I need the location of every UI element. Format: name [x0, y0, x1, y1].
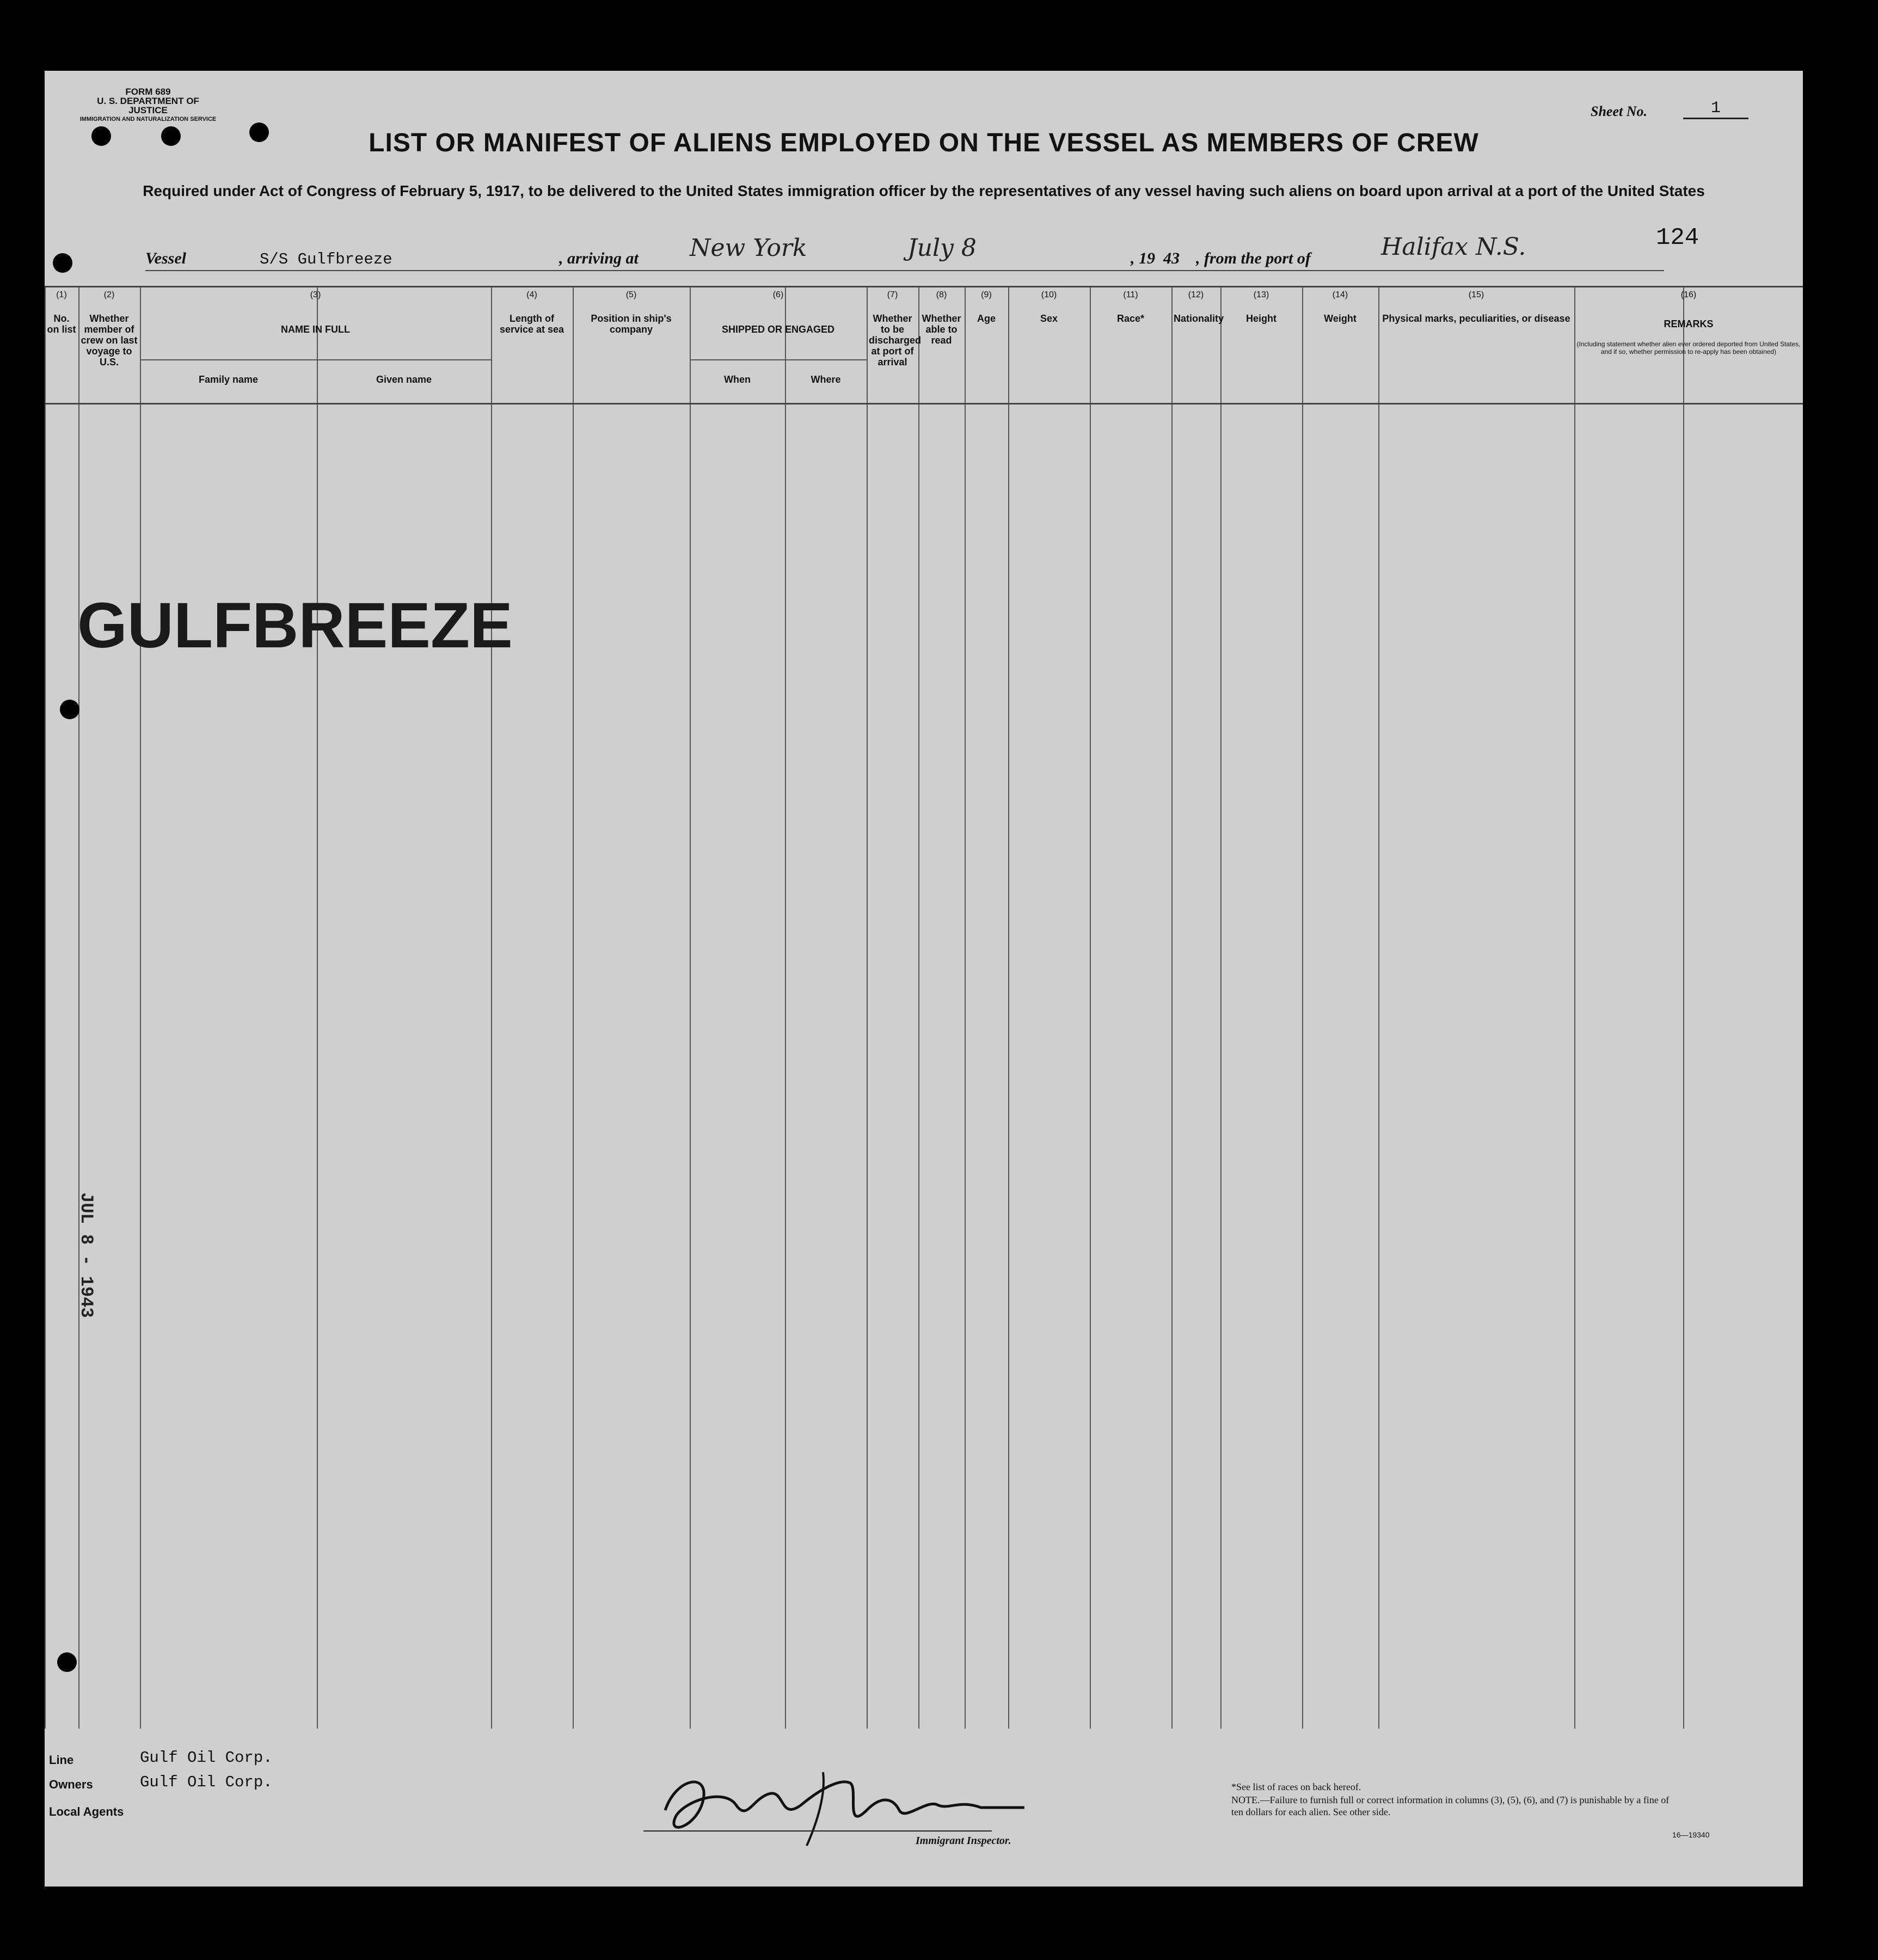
column-number: (9)	[981, 290, 992, 299]
header-rule	[45, 403, 1803, 405]
print-code: 16—19340	[1672, 1830, 1710, 1839]
punch-hole	[91, 126, 111, 146]
column-number: (6)	[772, 290, 784, 299]
column-rule	[1171, 286, 1173, 1729]
column-subheader: Given name	[376, 374, 432, 385]
column-number: (10)	[1041, 290, 1057, 299]
column-rule	[1378, 286, 1379, 1729]
column-header: Whether to be discharged at port of arrival	[869, 313, 922, 367]
column-rule	[140, 286, 141, 1729]
column-header: Sex	[1040, 313, 1058, 324]
column-number: (13)	[1253, 290, 1269, 299]
department: U. S. DEPARTMENT OF JUSTICE	[97, 96, 199, 115]
line-label: Line	[49, 1753, 74, 1767]
sheet-number-label: Sheet No.	[1591, 103, 1647, 119]
column-rule	[1683, 286, 1684, 1729]
from-label: , from the port of	[1196, 249, 1311, 267]
column-header: Position in ship's company	[591, 313, 672, 335]
column-number: (2)	[103, 290, 115, 299]
column-number: (5)	[625, 290, 637, 299]
column-number: (8)	[936, 290, 947, 299]
year-prefix: , 19	[1131, 249, 1155, 267]
column-note: (Including statement whether alien ever ordered deported from United States, and if so, whether permission to re-apply has been obtained)	[1576, 340, 1801, 356]
line-value: Gulf Oil Corp.	[140, 1749, 273, 1767]
inspector-label: Immigrant Inspector.	[916, 1835, 1011, 1847]
column-header: Age	[977, 313, 996, 324]
column-rule	[573, 286, 574, 1729]
arriving-label: , arriving at	[559, 249, 639, 267]
column-rule	[491, 286, 492, 1729]
punch-hole	[161, 126, 181, 146]
date-stamp: JUL 8 - 1943	[76, 1192, 96, 1318]
header-rule	[45, 286, 1803, 287]
page-subtitle: Required under Act of Congress of February 5, 1917, to be delivered to the United States immigration officer by the representatives of any vessel having such aliens on board upon arrival at a port of the United States	[143, 182, 1705, 199]
vessel-name: S/S Gulfbreeze	[260, 250, 392, 268]
punch-hole	[53, 253, 72, 273]
column-rule	[785, 286, 786, 1729]
form-header	[77, 87, 219, 124]
punch-hole	[249, 122, 269, 142]
column-number: (3)	[310, 290, 321, 299]
column-number: (12)	[1188, 290, 1204, 299]
column-rule	[1574, 286, 1575, 1729]
arrival-date: July 8	[907, 234, 977, 262]
column-header: Height	[1246, 313, 1276, 324]
vessel-label: Vessel	[145, 249, 186, 267]
column-rule	[867, 286, 868, 1729]
year: 43	[1163, 249, 1180, 267]
owners-label: Owners	[49, 1778, 93, 1791]
column-header: NAME IN FULL	[281, 324, 350, 335]
column-header: Length of service at sea	[499, 313, 564, 335]
column-number: (14)	[1332, 290, 1348, 299]
arriving-port: New York	[690, 234, 807, 262]
subheader-rule	[140, 359, 491, 360]
column-number: (15)	[1468, 290, 1484, 299]
page-number: 124	[1656, 224, 1699, 252]
column-header: Physical marks, peculiarities, or disease	[1382, 313, 1570, 324]
column-rule	[965, 286, 966, 1729]
column-subheader: Where	[811, 374, 841, 385]
column-rule	[1220, 286, 1222, 1729]
column-rule	[1302, 286, 1303, 1729]
vessel-stamp: GULFBREEZE	[77, 590, 513, 661]
subheader-rule	[690, 359, 867, 360]
column-number: (4)	[526, 290, 537, 299]
column-rule	[918, 286, 919, 1729]
crew-table	[45, 286, 1803, 1729]
page-title: LIST OR MANIFEST OF ALIENS EMPLOYED ON THE VESSEL AS MEMBERS OF CREW	[369, 128, 1479, 157]
column-header: No. on list	[47, 313, 76, 335]
manifest-sheet	[45, 71, 1803, 1886]
column-header: Whether member of crew on last voyage to U.S.	[81, 313, 138, 367]
punch-hole	[57, 1652, 77, 1672]
column-number: (1)	[56, 290, 67, 299]
punch-hole	[60, 700, 79, 719]
column-header: REMARKS	[1664, 318, 1714, 329]
service-name: IMMIGRATION AND NATURALIZATION SERVICE	[79, 116, 217, 122]
column-header: Whether able to read	[922, 313, 961, 346]
column-number: (16)	[1680, 290, 1697, 299]
column-number: (7)	[887, 290, 898, 299]
column-header: Race*	[1116, 313, 1145, 324]
fine-note: NOTE.—Failure to furnish full or correct information in columns (3), (5), (6), and (7) is punishable by a fine of ten dollars for each alien. See other side.	[1231, 1794, 1670, 1817]
column-header: Nationality	[1174, 313, 1224, 324]
sheet-number: 1	[1683, 99, 1748, 119]
voyage-line	[145, 233, 1664, 272]
form-number: FORM 689	[125, 87, 171, 97]
from-port: Halifax N.S.	[1381, 233, 1526, 261]
column-rule	[1008, 286, 1009, 1729]
owners-value: Gulf Oil Corp.	[140, 1773, 273, 1791]
column-rule	[317, 286, 318, 1729]
column-rule	[1090, 286, 1091, 1729]
agents-label: Local Agents	[49, 1805, 124, 1818]
column-header: Weight	[1324, 313, 1357, 324]
column-header: SHIPPED OR ENGAGED	[721, 324, 835, 335]
races-note: *See list of races on back hereof.	[1231, 1781, 1361, 1792]
column-subheader: Family name	[198, 374, 259, 385]
column-rule	[78, 286, 79, 1729]
column-number: (11)	[1123, 290, 1138, 299]
column-rule	[45, 286, 46, 1729]
column-rule	[690, 286, 691, 1729]
column-subheader: When	[724, 374, 751, 385]
